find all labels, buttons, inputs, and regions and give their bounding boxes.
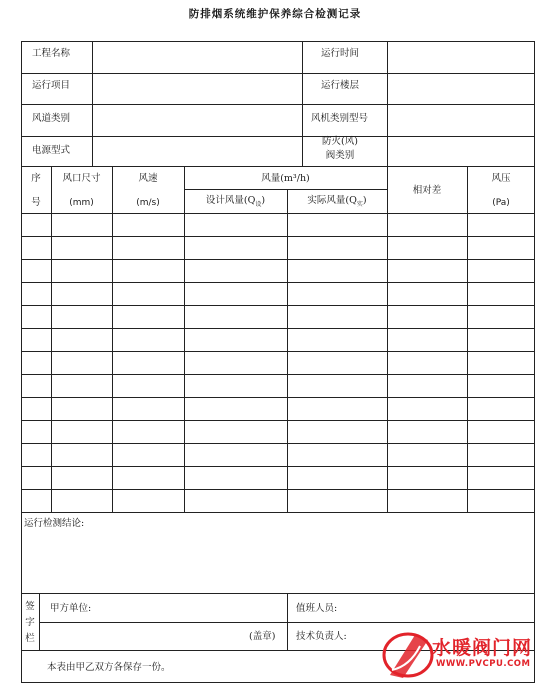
- duty-staff-label: 值班人员:: [296, 603, 338, 614]
- actual-volume-close: ): [362, 195, 367, 206]
- air-volume-header: 风量(m³/h): [261, 173, 310, 184]
- conclusion-label: 运行检测结论:: [24, 518, 85, 529]
- info-row-line: [21, 73, 535, 74]
- design-volume-subscript: 设: [255, 200, 262, 208]
- info-col-line: [387, 41, 388, 166]
- info-row-line: [21, 136, 535, 137]
- sign-top-line: [21, 593, 535, 594]
- data-col-line: [467, 166, 468, 512]
- wind-pressure-unit: (Pa): [492, 198, 510, 208]
- wind-pressure-header: 风压: [491, 173, 511, 184]
- form-title: 防排烟系统维护保养综合检测记录: [188, 8, 362, 20]
- data-row-line: [21, 351, 535, 352]
- data-row-line: [21, 282, 535, 283]
- data-row-line: [21, 236, 535, 237]
- sign-label-1: 签: [25, 601, 35, 612]
- data-row-line: [21, 420, 535, 421]
- data-row-line: [21, 489, 535, 490]
- actual-volume-text: 实际风量(Q: [307, 195, 357, 206]
- run-item-label: 运行项目: [32, 80, 71, 91]
- actual-volume-subscript: 实: [356, 200, 363, 208]
- seq-header-line2: 号: [31, 197, 41, 208]
- sign-label-3: 栏: [25, 633, 35, 644]
- duct-type-label: 风道类别: [32, 113, 71, 124]
- info-col-line: [92, 41, 93, 166]
- project-name-label: 工程名称: [32, 48, 71, 59]
- party-a-label: 甲方单位:: [50, 603, 92, 614]
- data-col-line: [112, 166, 113, 512]
- run-time-label: 运行时间: [321, 48, 360, 59]
- damper-type-label-line1: 防火(风): [322, 136, 358, 147]
- data-col-line: [287, 189, 288, 512]
- tech-lead-label: 技术负责人:: [296, 631, 347, 642]
- footnote: 本表由甲乙双方各保存一份。: [47, 662, 171, 673]
- relative-diff-header: 相对差: [412, 185, 442, 196]
- info-row-line: [21, 104, 535, 105]
- outlet-size-unit: (mm): [69, 198, 94, 208]
- data-col-line: [184, 166, 185, 512]
- design-volume-text: 设计风量(Q: [205, 195, 256, 206]
- seal-label: (盖章): [249, 631, 276, 642]
- wind-speed-unit: (m/s): [136, 198, 160, 208]
- actual-volume-header: [287, 195, 387, 211]
- table-bottom-line: [21, 512, 535, 513]
- data-col-line: [51, 166, 52, 512]
- fan-model-label: 风机类别型号: [311, 113, 369, 124]
- design-volume-close: ): [261, 195, 266, 206]
- sign-col-line: [287, 593, 288, 650]
- data-col-line: [387, 166, 388, 512]
- seq-header-line1: 序: [31, 173, 41, 184]
- data-row-line: [21, 259, 535, 260]
- run-floor-label: 运行楼层: [321, 80, 360, 91]
- header-bottom-line: [21, 213, 535, 214]
- sign-col-line: [39, 593, 40, 650]
- air-volume-split-line: [184, 189, 387, 190]
- data-row-line: [21, 305, 535, 306]
- watermark-text: 水暖阀门网: [432, 637, 533, 659]
- wind-speed-header: 风速: [138, 173, 158, 184]
- outlet-size-header: 风口尺寸: [62, 173, 101, 184]
- data-row-line: [21, 443, 535, 444]
- data-row-line: [21, 374, 535, 375]
- data-row-line: [21, 466, 535, 467]
- watermark-url: WWW.PVCPU.COM: [436, 659, 531, 669]
- info-row-line: [21, 166, 535, 167]
- record-form-table: [21, 41, 535, 683]
- data-row-line: [21, 397, 535, 398]
- sign-label-2: 字: [25, 617, 35, 628]
- power-type-label: 电源型式: [32, 145, 71, 156]
- design-volume-header: [184, 195, 287, 211]
- damper-type-label-line2: 阀类别: [325, 150, 355, 161]
- data-row-line: [21, 328, 535, 329]
